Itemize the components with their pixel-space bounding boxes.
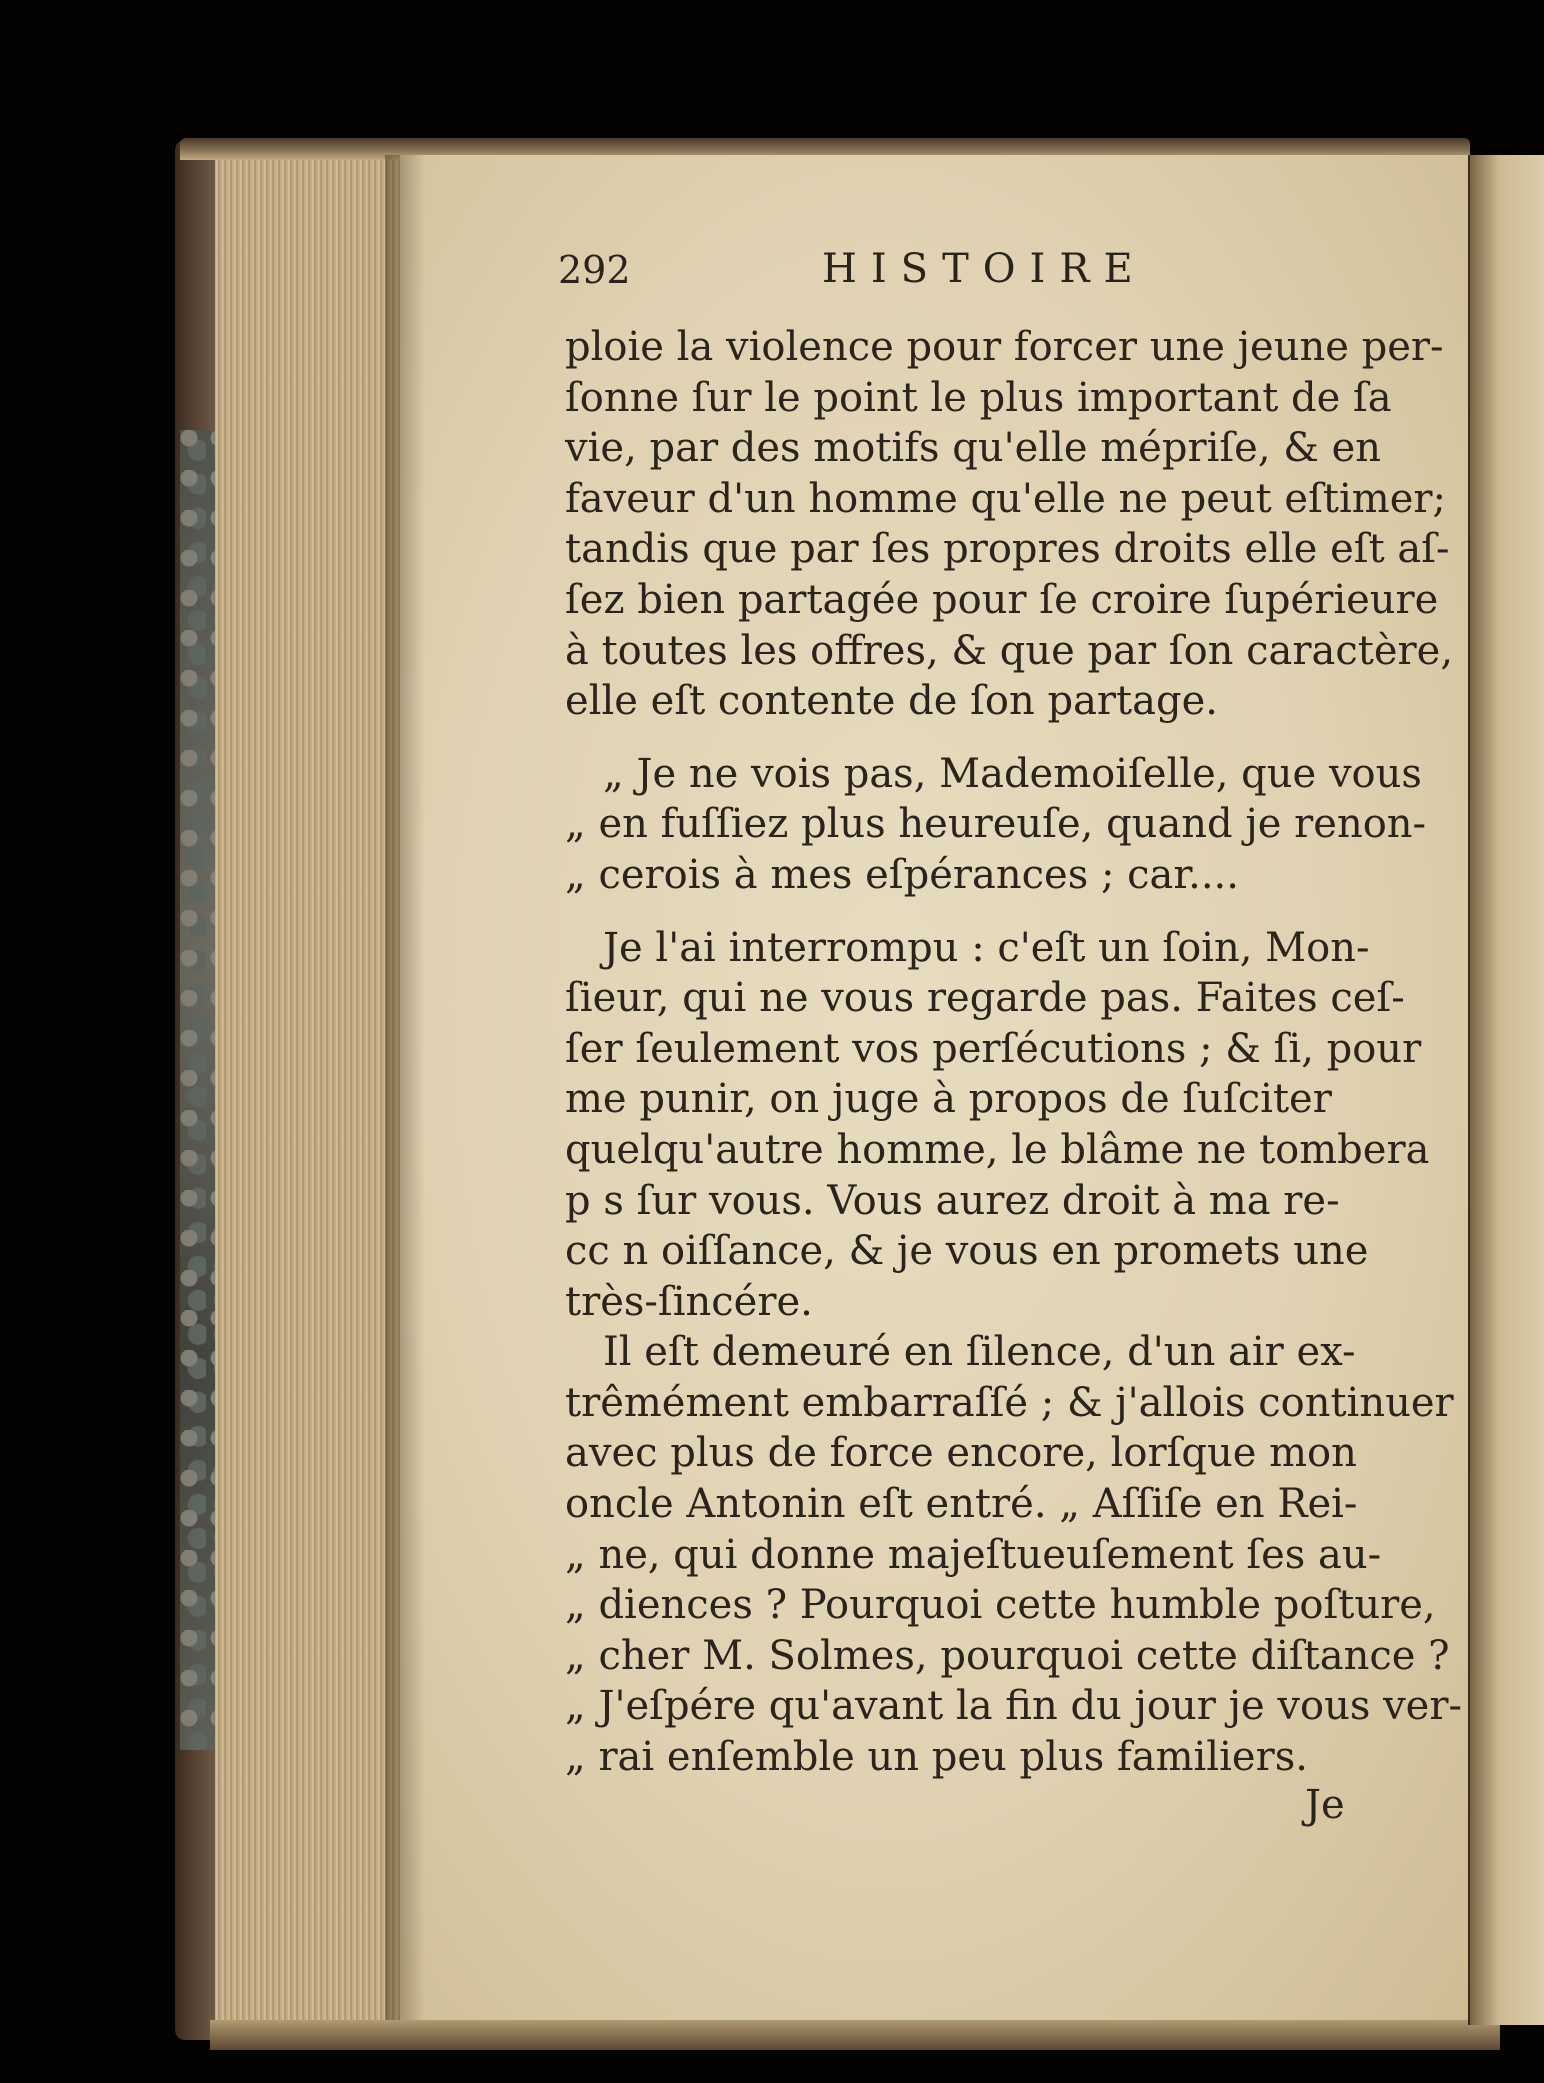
text-line: tandis que par ſes propres droits elle eſt aſ- <box>565 526 1450 573</box>
page-bottom-edge <box>210 2020 1500 2050</box>
text-line: ploie la violence pour forcer une jeune per- <box>565 324 1444 370</box>
text-line: vie, par des motifs qu'elle mépriſe, & en <box>565 425 1382 472</box>
text-line: trêmément embarraſſé ; & j'allois continuer <box>565 1379 1454 1426</box>
text-line: ſonne ſur le point le plus important de ſa <box>565 374 1392 421</box>
text-line: „ cerois à mes eſpérances ; car.... <box>565 851 1239 898</box>
text-line: ſer ſeulement vos perſécutions ; & ſi, pour <box>565 1025 1422 1072</box>
text-line: elle eſt contente de ſon partage. <box>565 678 1218 725</box>
text-line: oncle Antonin eſt entré. „ Aſſiſe en Rei- <box>565 1481 1358 1528</box>
text-line: „ J'eſpére qu'avant la fin du jour je vous ver- <box>565 1683 1462 1730</box>
text-line: Il eſt demeuré en ſilence, d'un air ex- <box>603 1329 1356 1376</box>
page-number: 292 <box>558 248 631 292</box>
text-line: „ cher M. Solmes, pourquoi cette diſtance ? <box>565 1632 1450 1679</box>
page-stack-edge <box>215 150 400 2040</box>
text-line: Je l'ai interrompu : c'eſt un ſoin, Mon- <box>603 924 1370 971</box>
text-line: avec plus de force encore, lorſque mon <box>565 1430 1357 1477</box>
text-line: „ rai enſemble un peu plus familiers. <box>565 1734 1308 1781</box>
catchword: Je <box>1305 1782 1345 1828</box>
text-line: me punir, on juge à propos de ſuſciter <box>565 1076 1332 1123</box>
text-line: à toutes les offres, & que par ſon caractère, <box>565 627 1454 674</box>
text-line: quelqu'autre homme, le blâme ne tombera <box>565 1126 1430 1173</box>
running-head: HISTOIRE <box>822 246 1147 292</box>
text-line: p s ſur vous. Vous aurez droit à ma re- <box>565 1177 1340 1224</box>
text-line: „ Je ne vois pas, Mademoiſelle, que vous <box>603 750 1422 797</box>
text-line: cc n oiſſance, & je vous en promets une <box>565 1228 1369 1275</box>
text-line: ſieur, qui ne vous regarde pas. Faites ceſ- <box>565 975 1405 1022</box>
gutter-shadow <box>385 155 425 2040</box>
facing-page <box>1470 155 1544 2025</box>
text-line: „ en fuſſiez plus heureuſe, quand je renon- <box>565 801 1427 848</box>
text-line: très-ſincére. <box>565 1278 813 1325</box>
text-line: „ ne, qui donne majeſtueuſement ſes au- <box>565 1531 1382 1578</box>
text-block <box>565 322 1462 1783</box>
text-line: „ diences ? Pourquoi cette humble poſture, <box>565 1582 1436 1629</box>
text-line: faveur d'un homme qu'elle ne peut eſtimer; <box>565 475 1446 522</box>
text-line: ſez bien partagée pour ſe croire ſupérieure <box>565 576 1439 623</box>
